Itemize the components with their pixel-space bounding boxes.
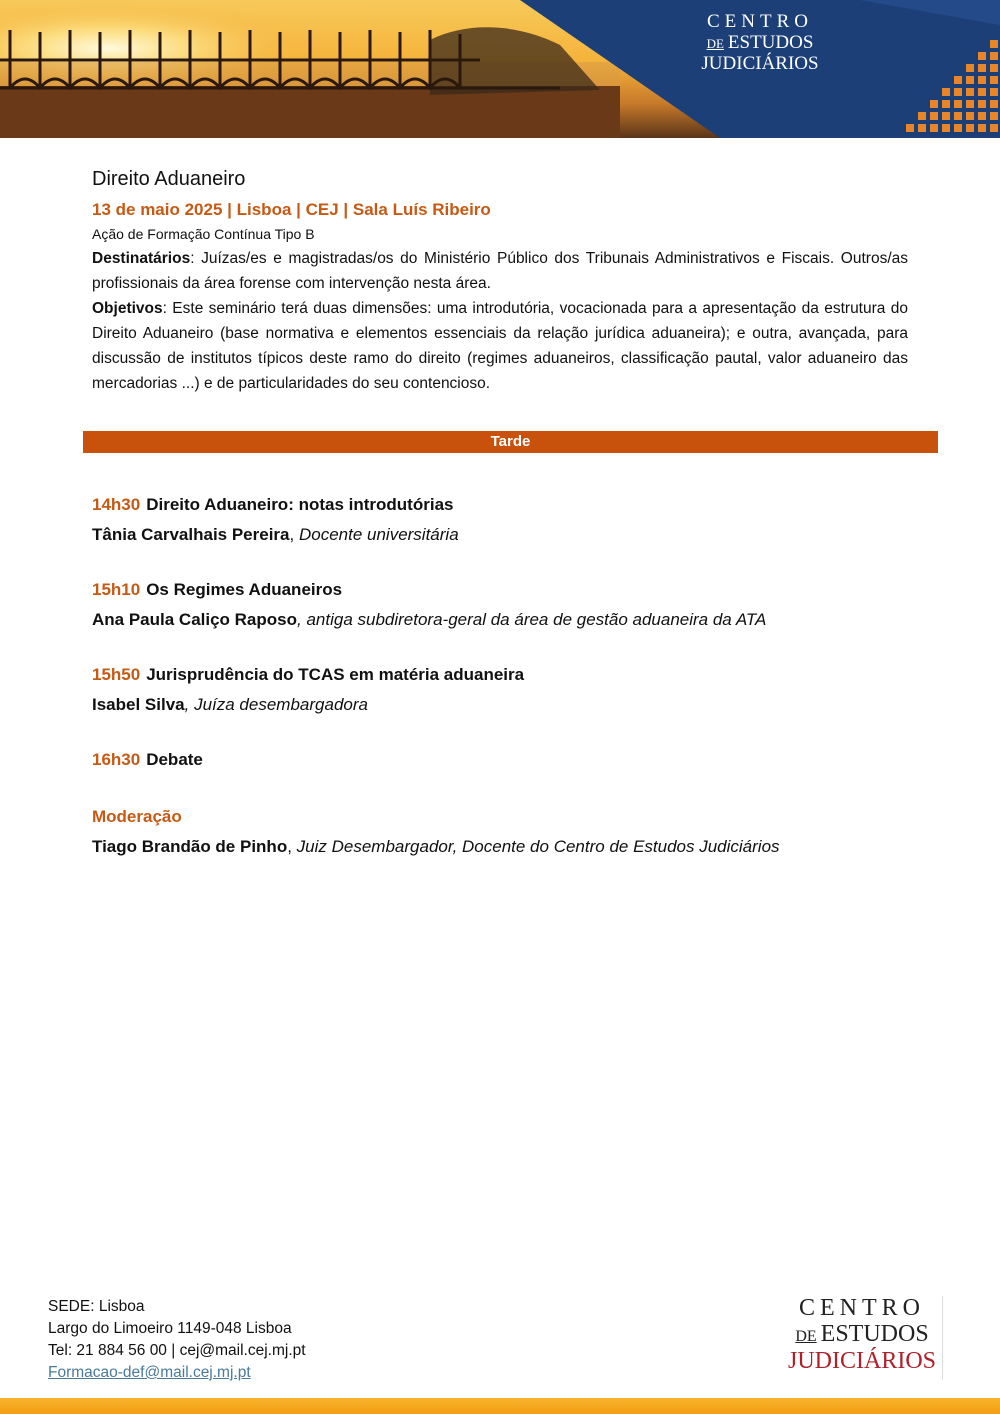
- footer-line2: Largo do Limoeiro 1149-048 Lisboa: [48, 1320, 292, 1337]
- footer-email-link[interactable]: Formacao-def@mail.cej.mj.pt: [48, 1364, 251, 1381]
- speaker-role: antiga subdiretora-geral da área de gestão aduaneira da ATA: [306, 610, 767, 629]
- logo-de: DE: [706, 36, 724, 51]
- objectives-paragraph: [92, 296, 908, 396]
- session-time: 14h30: [92, 495, 141, 514]
- session-time: 16h30: [92, 750, 141, 769]
- moderator-separator: ,: [287, 837, 297, 856]
- moderation-block: [92, 807, 912, 857]
- sunset-photo: [0, 0, 1000, 138]
- session-title: Direito Aduaneiro: notas introdutórias: [146, 495, 454, 514]
- speaker-separator: ,: [184, 695, 195, 714]
- session-time: 15h10: [92, 580, 141, 599]
- speaker-separator: ,: [297, 610, 307, 629]
- speaker-role: Juíza desembargadora: [194, 695, 368, 714]
- header-logo: [690, 12, 830, 73]
- footer-line3: Tel: 21 884 56 00 | cej@mail.cej.mj.pt: [48, 1342, 306, 1359]
- footer-logo: [782, 1296, 943, 1380]
- event-description: [92, 168, 908, 396]
- recipients-paragraph: [92, 246, 908, 296]
- footer-logo-line2-text: ESTUDOS: [820, 1321, 929, 1347]
- session-1: [92, 495, 912, 545]
- session-title: Jurisprudência do TCAS em matéria aduaneira: [146, 665, 525, 684]
- event-title: Direito Aduaneiro: [92, 168, 246, 190]
- session-title: Debate: [146, 750, 203, 769]
- footer-logo-line2: [782, 1322, 942, 1346]
- moderator-name: Tiago Brandão de Pinho: [92, 837, 288, 856]
- session-4: [92, 750, 912, 770]
- header-banner: [0, 0, 1000, 138]
- recipients-text: : Juízas/es e magistradas/os do Ministério Público dos Tribunais Administrativos e Fiscais. Outros/as profissionais da área forense com intervenção nesta área.: [92, 250, 908, 292]
- footer-line1: SEDE: Lisboa: [48, 1298, 145, 1315]
- logo-line3: JUDICIÁRIOS: [701, 53, 819, 74]
- session-title: Os Regimes Aduaneiros: [146, 580, 343, 599]
- speaker-name: Tânia Carvalhais Pereira: [92, 525, 290, 544]
- event-type: Ação de Formação Contínua Tipo B: [92, 226, 315, 242]
- bottom-stripe: [0, 1398, 1000, 1414]
- session-time: 15h50: [92, 665, 141, 684]
- footer-logo-line3: JUDICIÁRIOS: [787, 1348, 936, 1374]
- footer-logo-line1: CENTRO: [799, 1295, 925, 1321]
- objectives-text: : Este seminário terá duas dimensões: uma introdutória, vocacionada para a apresentação da estrutura do Direito Aduaneiro (base normativa e elementos essenciais da relação jurídica aduaneira); e outra, avançada, para discussão de institutos típicos deste ramo do direito (regimes aduaneiros, classificação pautal, valor aduaneiro das mercadorias ...) e de particularidades do seu contencioso.: [92, 300, 908, 392]
- logo-line2: [690, 33, 830, 52]
- moderator-role: Juiz Desembargador, Docente do Centro de Estudos Judiciários: [296, 837, 780, 856]
- logo-line1: CENTRO: [707, 11, 813, 32]
- speaker-separator: ,: [289, 525, 299, 544]
- objectives-label: Objetivos: [92, 300, 163, 317]
- session-2: [92, 580, 912, 630]
- speaker-name: Ana Paula Caliço Raposo: [92, 610, 297, 629]
- footer-address: [48, 1296, 306, 1384]
- session-3: [92, 665, 912, 715]
- speaker-role: Docente universitária: [298, 525, 459, 544]
- footer-logo-de: DE: [795, 1328, 817, 1345]
- event-subtitle: 13 de maio 2025 | Lisboa | CEJ | Sala Luís Ribeiro: [92, 200, 491, 219]
- recipients-label: Destinatários: [92, 250, 191, 267]
- logo-line2-text: ESTUDOS: [727, 32, 814, 53]
- speaker-name: Isabel Silva: [92, 695, 185, 714]
- section-bar-afternoon: Tarde: [83, 431, 938, 453]
- moderation-label: Moderação: [92, 807, 182, 826]
